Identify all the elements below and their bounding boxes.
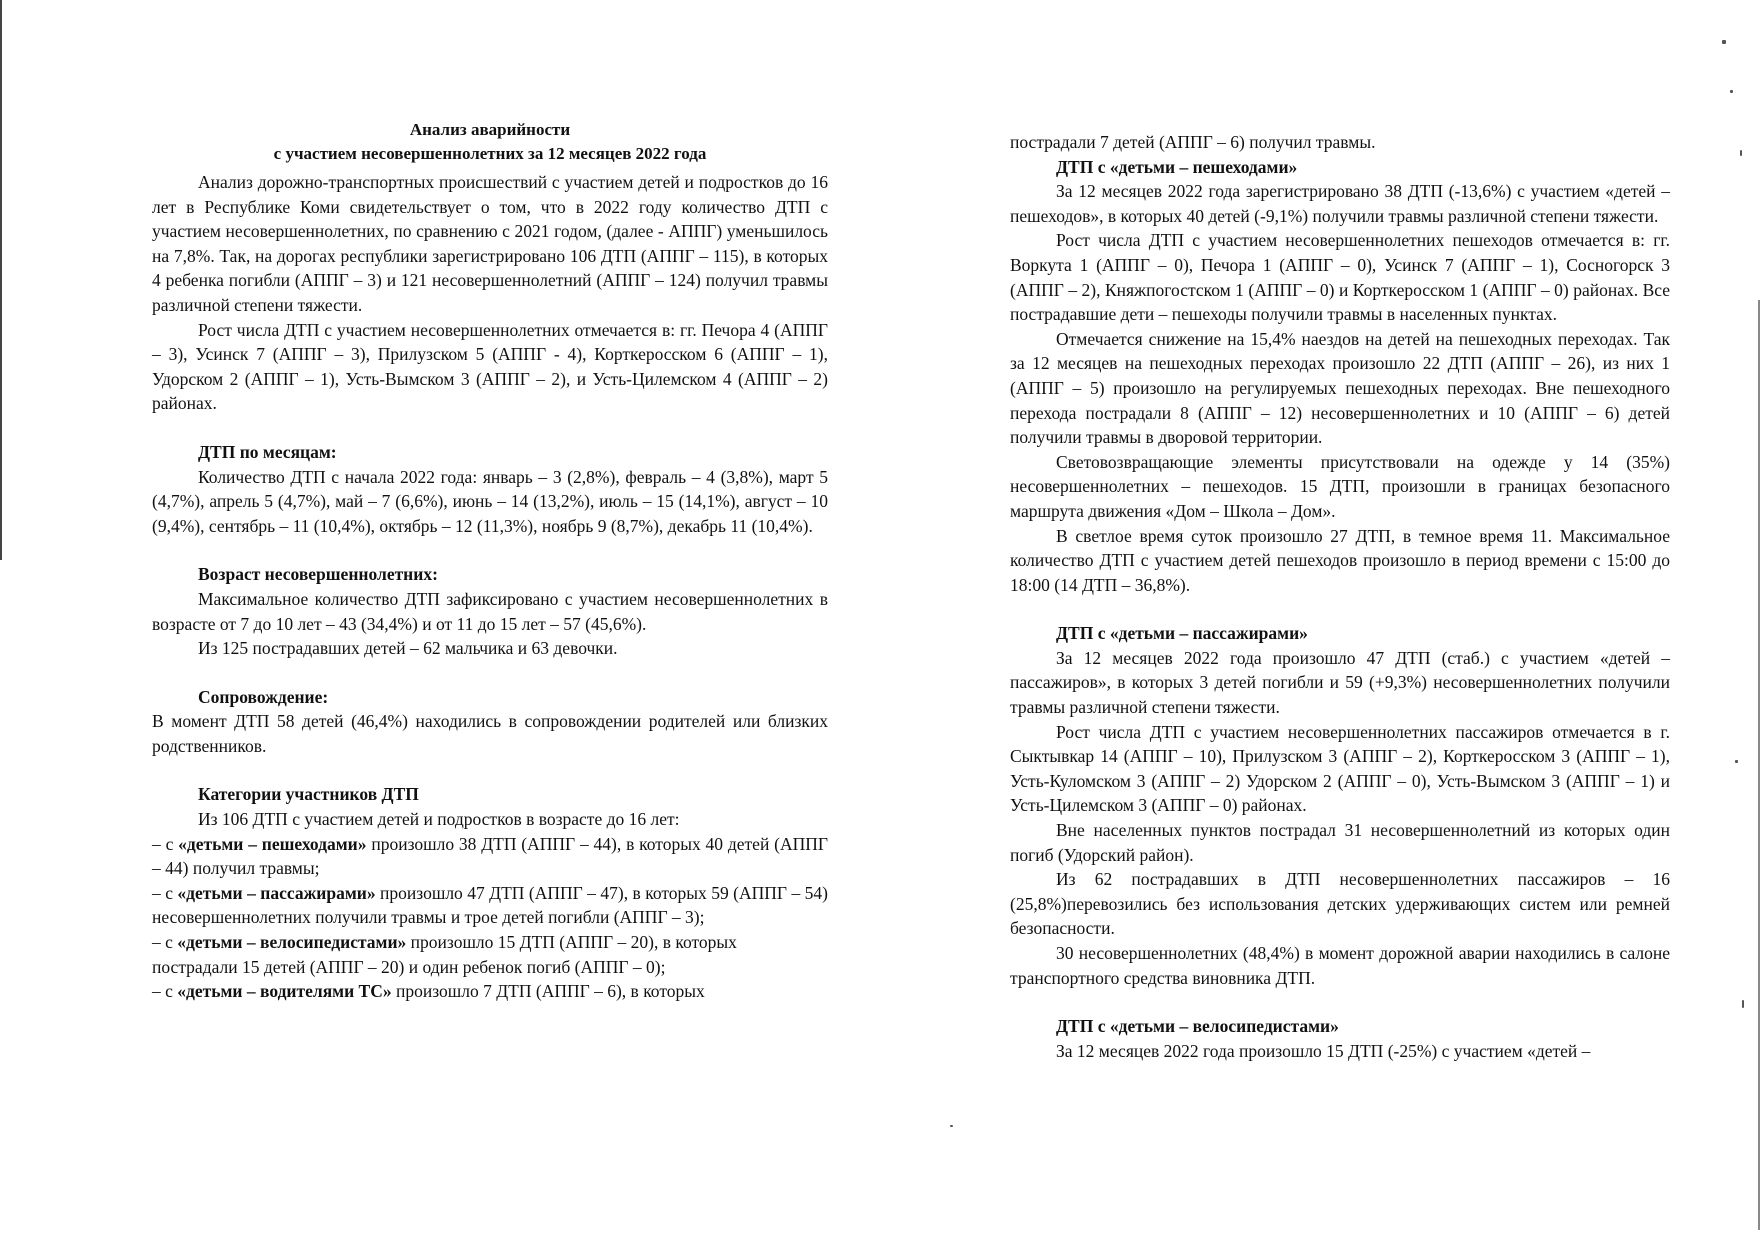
title-line-1: Анализ аварийности — [409, 120, 571, 139]
passengers-paragraph-3: Вне населенных пунктов пострадал 31 несовершеннолетний из которых один погиб (Удорский район). — [1010, 820, 1670, 865]
category-cyclists-continued: пострадали 15 детей (АППГ – 20) и один ребенок погиб (АППГ – 0); — [152, 956, 666, 977]
category-label: «детьми – пешеходами» — [178, 833, 367, 854]
passengers-heading: ДТП с «детьми – пассажирами» — [1056, 623, 1308, 644]
category-cyclists — [152, 930, 828, 955]
category-drivers — [152, 979, 828, 1004]
passengers-paragraph-4: Из 62 пострадавших в ДТП несовершеннолетних пассажиров – 16 (25,8%)перевозились без использования детских удерживающих систем или ремней безопасности. — [1010, 869, 1670, 939]
category-prefix: – с — [152, 882, 178, 903]
category-pedestrians — [152, 832, 828, 881]
category-prefix: – с — [152, 833, 179, 854]
passengers-paragraph-1: За 12 месяцев 2022 года произошло 47 ДТП (стаб.) с участием «детей – пассажиров», в которых 3 детей погибли и 59 (+9,3%) несовершеннолетних получили травмы различной степени тяжести. — [1010, 647, 1670, 718]
left-column — [152, 170, 828, 1004]
pedestrians-paragraph-1: За 12 месяцев 2022 года зарегистрировано 38 ДТП (-13,6%) с участием «детей – пешеходов», в которых 40 детей (-9,1%) получили травмы различной степени тяжести. — [1010, 181, 1670, 226]
category-prefix: – с — [152, 981, 178, 1002]
escort-paragraph: В момент ДТП 58 детей (46,4%) находились в сопровождении родителей или близких родственников. — [152, 711, 828, 756]
scan-speck — [1735, 760, 1738, 763]
category-text: произошло 15 ДТП (АППГ – 20), в которых — [406, 932, 737, 953]
category-prefix: – с — [152, 932, 178, 953]
category-label: «детьми – водителями ТС» — [177, 981, 392, 1002]
months-paragraph: Количество ДТП с начала 2022 года: январь – 3 (2,8%), февраль – 4 (3,8%), март 5 (4,7%), апрель 5 (4,7%), май – 7 (6,6%), июнь – 14 (13,2%), июль – 15 (14,1%), август – 10 (9,4%), сентябрь – 11 (10,4%), октябрь – 12 (11,3%), ноябрь 9 (8,7%), декабрь 11 (10,4%). — [152, 466, 828, 536]
scan-speck — [950, 1125, 953, 1127]
pedestrians-paragraph-2: Рост числа ДТП с участием несовершеннолетних пешеходов отмечается в: гг. Воркута 1 (АППГ – 0), Печора 1 (АППГ – 0), Усинск 7 (АППГ – 1), Сосногорск 3 (АППГ – 2), Княжпогостском 1 (АППГ – 0) и Корткеросском 1 (АППГ – 0) районах. Все пострадавшие дети – пешеходы получили травмы в населенных пунктах. — [1010, 230, 1670, 325]
pedestrians-paragraph-5: В светлое время суток произошло 27 ДТП, в темное время 11. Максимальное количество ДТП с участием детей пешеходов произошло в период времени с 15:00 до 18:00 (14 ДТП – 36,8%). — [1010, 525, 1670, 595]
scan-edge-line-left — [0, 0, 2, 560]
growth-paragraph: Рост числа ДТП с участием несовершеннолетних отмечается в: гг. Печора 4 (АППГ – 3), Усинск 7 (АППГ – 3), Прилузском 5 (АППГ - 4), Корткеросском 6 (АППГ – 1), Удорском 2 (АППГ – 1), Усть-Вымском 3 (АППГ – 2), и Усть-Цилемском 4 (АППГ – 2) районах. — [152, 319, 828, 414]
intro-paragraph: Анализ дорожно-транспортных происшествий с участием детей и подростков до 16 лет в Республике Коми свидетельствует о том, что в 2022 году количество ДТП с участием несовершеннолетних, по сравнению с 2021 годом, (далее - АППГ) уменьшилось на 7,8%. Так, на дорогах республики зарегистрировано 106 ДТП (АППГ – 115), в которых 4 ребенка погибли (АППГ – 3) и 121 несовершеннолетний (АППГ – 124) получил травмы различной степени тяжести. — [152, 172, 828, 315]
category-text: произошло 38 ДТП (АППГ – 44), в которых 40 детей (АППГ – 44) получил травмы; — [152, 833, 828, 879]
pedestrians-paragraph-3: Отмечается снижение на 15,4% наездов на детей на пешеходных переходах. Так за 12 месяцев на пешеходных переходах произошло 22 ДТП (АППГ – 26), из них 1 (АППГ – 5) произошло на регулируемых пешеходных переходах. Вне пешеходного перехода пострадали 8 (АППГ – 12) несовершеннолетних и 10 (АППГ – 6) детей получили травмы в дворовой территории. — [1010, 328, 1670, 448]
scan-speck — [1730, 90, 1733, 93]
continued-paragraph: пострадали 7 детей (АППГ – 6) получил травмы. — [1010, 132, 1376, 152]
scan-speck — [1742, 1000, 1744, 1008]
months-heading: ДТП по месяцам: — [198, 441, 337, 462]
document-title — [152, 118, 828, 166]
categories-heading: Категории участников ДТП — [198, 784, 419, 805]
category-label: «детьми – пассажирами» — [177, 882, 376, 903]
passengers-paragraph-2: Рост числа ДТП с участием несовершеннолетних пассажиров отмечается в г. Сыктывкар 14 (АППГ – 10), Прилузском 3 (АППГ – 2), Корткеросском 3 (АППГ – 1), Усть-Куломском 3 (АППГ – 2) Удорском 2 (АППГ – 0), Усть-Вымском 3 (АППГ – 1) и Усть-Цилемском 3 (АППГ – 0) районах. — [1010, 721, 1670, 816]
category-label: «детьми – велосипедистами» — [177, 932, 407, 953]
scan-edge-line-right — [1758, 300, 1760, 1230]
escort-heading: Сопровождение: — [198, 686, 329, 707]
title-line-2: с участием несовершеннолетних за 12 месяцев 2022 года — [273, 144, 707, 163]
scan-speck — [1740, 150, 1742, 156]
categories-intro: Из 106 ДТП с участием детей и подростков в возрасте до 16 лет: — [198, 809, 680, 830]
category-text: произошло 47 ДТП (АППГ – 47), в которых 59 (АППГ – 54) несовершеннолетних получили травмы и трое детей погибли (АППГ – 3); — [152, 882, 828, 928]
cyclists-heading: ДТП с «детьми – велосипедистами» — [1056, 1016, 1339, 1037]
age-heading: Возраст несовершеннолетних: — [198, 564, 438, 585]
age-paragraph: Максимальное количество ДТП зафиксировано с участием несовершеннолетних в возрасте от 7 до 10 лет – 43 (34,4%) и от 11 до 15 лет – 57 (45,6%). — [152, 588, 828, 634]
scan-speck — [1722, 40, 1726, 44]
category-text: произошло 7 ДТП (АППГ – 6), в которых — [391, 981, 705, 1002]
category-passengers — [152, 881, 828, 930]
pedestrians-heading: ДТП с «детьми – пешеходами» — [1056, 156, 1298, 177]
right-column — [1010, 130, 1670, 1063]
age-gender-paragraph: Из 125 пострадавших детей – 62 мальчика и 63 девочки. — [198, 638, 618, 659]
pedestrians-paragraph-4: Световозвращающие элементы присутствовали на одежде у 14 (35%) несовершеннолетних – пешеходов. 15 ДТП, произошли в границах безопасного маршрута движения «Дом – Школа – Дом». — [1010, 451, 1670, 521]
passengers-paragraph-5: 30 несовершеннолетних (48,4%) в момент дорожной аварии находились в салоне транспортного средства виновника ДТП. — [1010, 943, 1670, 988]
cyclists-paragraph-1: За 12 месяцев 2022 года произошло 15 ДТП (-25%) с участием «детей – — [1056, 1040, 1591, 1061]
